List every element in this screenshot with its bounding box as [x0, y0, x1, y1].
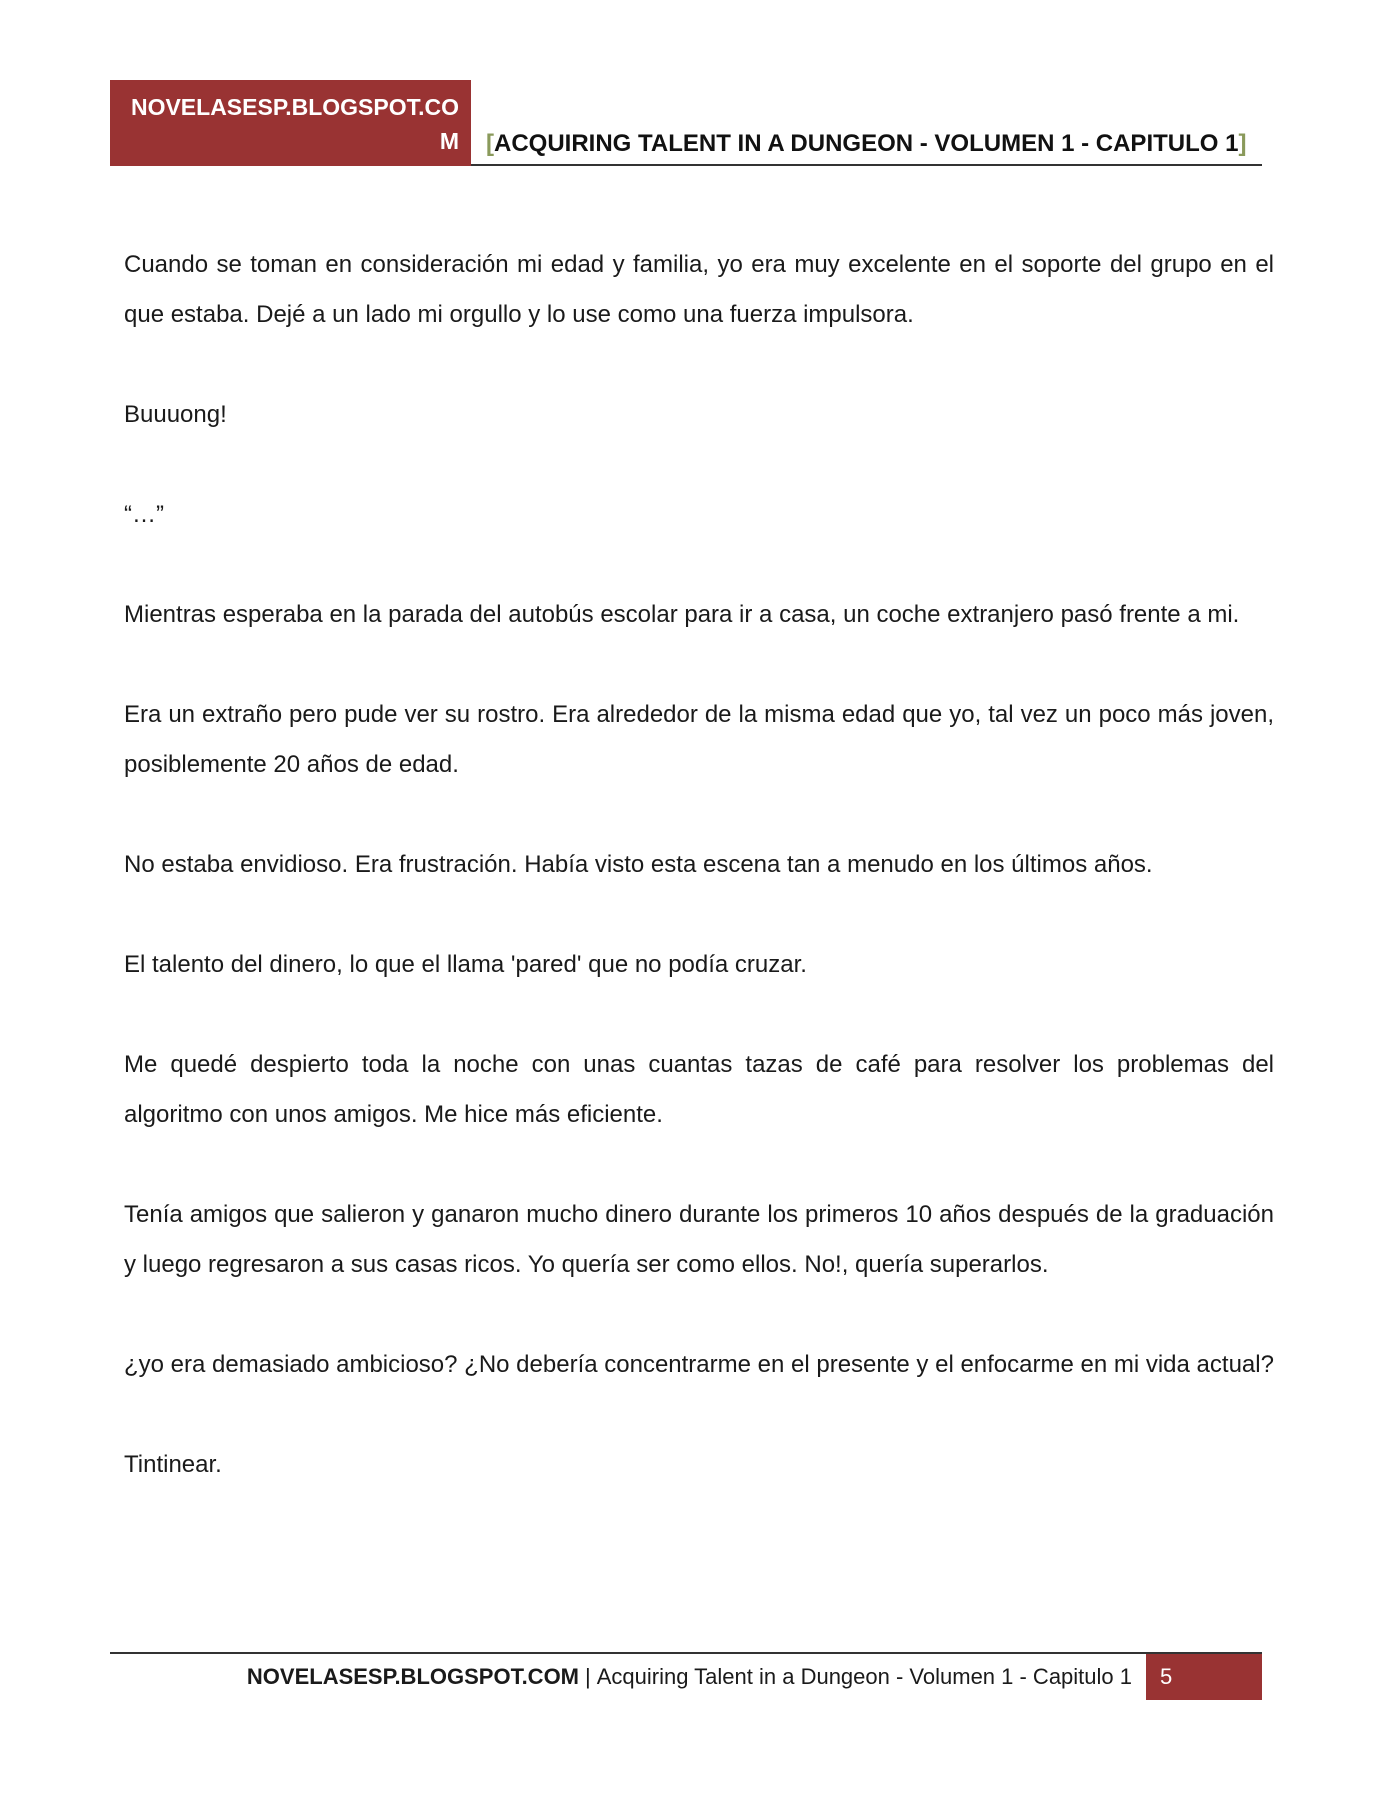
header-title-close-bracket: ]: [1238, 130, 1247, 157]
header-title-open-bracket: [: [486, 130, 494, 157]
paragraph: Tintinear.: [124, 1451, 222, 1478]
paragraph: El talento del dinero, lo que el llama 'pared' que no podía cruzar.: [124, 951, 807, 978]
paragraph: Me quedé despierto toda la noche con unas cuantas tazas de café para resolver los problemas del algoritmo con unos amigos. Me hice más eficiente.: [124, 1051, 1274, 1128]
header-brand-block: NOVELASESP.BLOGSPOT.COM: [110, 80, 471, 166]
paragraph: ¿yo era demasiado ambicioso? ¿No debería concentrarme en el presente y el enfocarme en mi vida actual?: [124, 1351, 1274, 1378]
footer-subtitle: Acquiring Talent in a Dungeon - Volumen 1 - Capitulo 1: [596, 1664, 1132, 1689]
paragraph: Cuando se toman en consideración mi edad y familia, yo era muy excelente en el soporte del grupo en el que estaba. Dejé a un lado mi orgullo y lo use como una fuerza impulsora.: [124, 251, 1274, 328]
paragraph: Tenía amigos que salieron y ganaron mucho dinero durante los primeros 10 años después de la graduación y luego regresaron a sus casas ricos. Yo quería ser como ellos. No!, quería superarlos.: [124, 1201, 1274, 1278]
page-number: 5: [1146, 1654, 1262, 1700]
paragraph: Mientras esperaba en la parada del autobús escolar para ir a casa, un coche extranjero pasó frente a mi.: [124, 601, 1240, 628]
page-footer: [110, 1652, 1262, 1700]
footer-site: NOVELASESP.BLOGSPOT.COM: [246, 1664, 580, 1689]
paragraph: Era un extraño pero pude ver su rostro. Era alrededor de la misma edad que yo, tal vez un poco más joven, posiblemente 20 años de edad.: [124, 701, 1274, 778]
header-title: [486, 130, 1246, 158]
header-title-text: ACQUIRING TALENT IN A DUNGEON - VOLUMEN 1 - CAPITULO 1: [494, 130, 1239, 157]
paragraph: Buuuong!: [124, 401, 227, 428]
footer-separator: |: [585, 1664, 591, 1689]
footer-divider: [110, 1652, 1262, 1654]
paragraph: “…”: [124, 501, 164, 528]
footer-caption: [247, 1664, 1132, 1690]
page-header: [110, 80, 1262, 166]
paragraph: No estaba envidioso. Era frustración. Había visto esta escena tan a menudo en los últimos años.: [124, 851, 1153, 878]
header-divider: [471, 164, 1262, 166]
chapter-body: [124, 240, 1274, 1540]
